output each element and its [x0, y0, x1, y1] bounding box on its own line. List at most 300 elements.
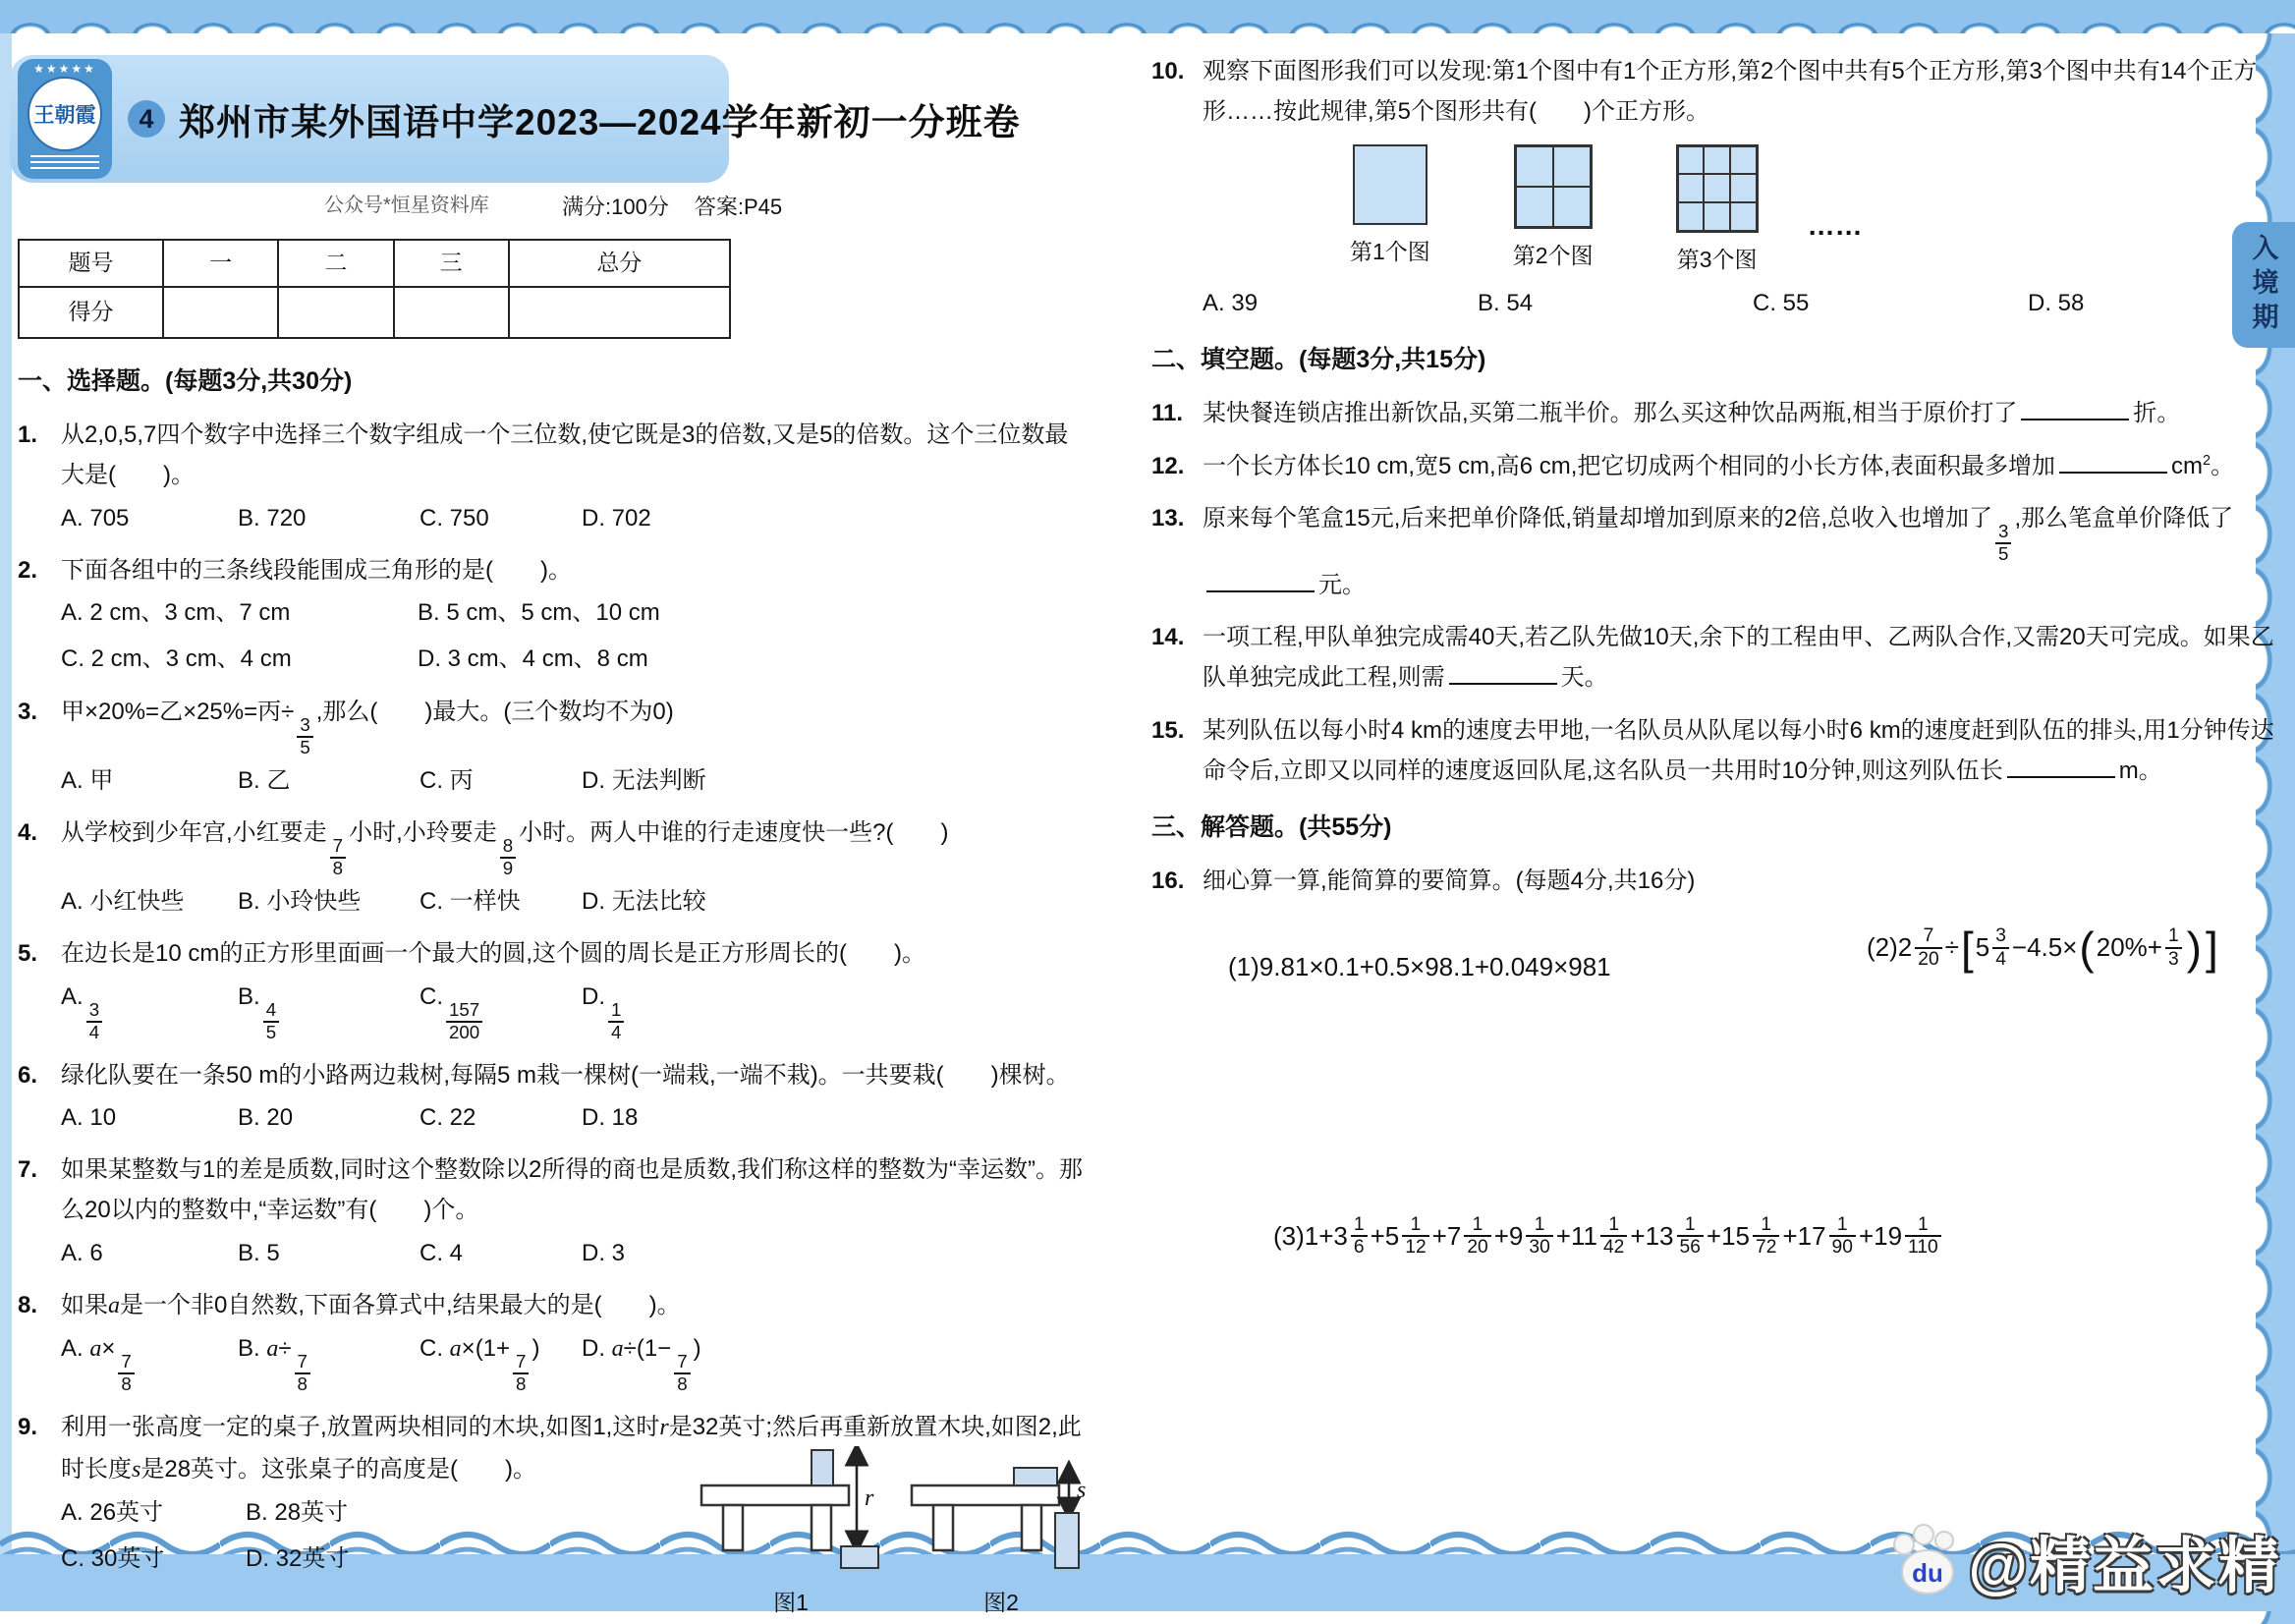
- score-table: [18, 239, 731, 339]
- page-border-left: [0, 20, 12, 1592]
- numerator: 3: [88, 998, 100, 1020]
- denominator: 56: [1677, 1235, 1704, 1259]
- question-number: 12.: [1151, 452, 1185, 479]
- question-text-end: 。: [2211, 452, 2235, 479]
- left-bracket: [: [1960, 922, 1974, 974]
- question-text-pre: 从学校到少年宫,小红要走: [61, 818, 327, 846]
- operator: −4.5×: [2011, 932, 2078, 963]
- question-15: [1151, 710, 2277, 792]
- answer-blank: [2007, 754, 2115, 778]
- options: [61, 592, 788, 680]
- fraction: [118, 1352, 134, 1395]
- numerator: 7: [297, 1351, 308, 1372]
- question-3: [18, 692, 1091, 801]
- option-letter: C.: [420, 1335, 443, 1363]
- answer-blank: [1449, 661, 1557, 686]
- variable-a: a: [449, 1336, 462, 1363]
- watermark: [1888, 1517, 2281, 1604]
- fraction: [1351, 1214, 1368, 1259]
- grid-cell: [1553, 187, 1591, 227]
- fraction: [500, 836, 516, 879]
- right-column: [1151, 51, 2277, 1259]
- baidu-paw-icon: [1888, 1523, 1965, 1599]
- question-text: 是32英寸;然后再重新放置木块,如图2,此时长度: [61, 1414, 1082, 1483]
- operator: ×(1+: [461, 1335, 511, 1363]
- option-c: C. 750: [420, 504, 489, 532]
- question-text-pre: 原来每个笔盒15元,后来把单价降低,销量却增加到原来的2倍,总收入也增加了: [1203, 504, 1993, 532]
- fraction: [295, 1352, 310, 1395]
- term-pre: +5: [1370, 1220, 1400, 1251]
- mixed-number: [1859, 1214, 1944, 1259]
- score-cell-empty: [509, 287, 730, 338]
- label-r: r: [865, 1485, 874, 1512]
- question-text-post: 元。: [1318, 571, 1366, 598]
- mixed-number: [1432, 1214, 1494, 1259]
- option-c: C. 一样快: [420, 887, 521, 915]
- section-1-title: 一、选择题。(每题3分,共30分): [18, 367, 353, 395]
- operator: ÷: [278, 1335, 292, 1363]
- question-number: 13.: [1151, 504, 1185, 532]
- numerator: 1: [1918, 1213, 1929, 1235]
- options: [61, 881, 788, 922]
- option-d: D. 702: [582, 504, 651, 532]
- question-number: 3.: [18, 698, 38, 725]
- question-text-pre: 甲×20%=乙×25%=丙÷: [61, 698, 295, 725]
- closing: ): [693, 1335, 701, 1363]
- grid-cell: [1704, 202, 1730, 231]
- option-c: [420, 1328, 582, 1395]
- grid-cell: [1516, 187, 1553, 227]
- label-s: s: [1077, 1478, 1087, 1504]
- option-a: A. 2 cm、3 cm、7 cm: [61, 599, 291, 627]
- option-d: D. 32英寸: [246, 1545, 350, 1573]
- answer-page-note: 答案:P45: [694, 195, 783, 219]
- mixed-number: [1976, 925, 2012, 970]
- grid-cell: [1730, 174, 1757, 202]
- denominator: 5: [1995, 542, 2011, 565]
- section-2-title: 二、填空题。(每题3分,共15分): [1151, 346, 1486, 374]
- variable-r: r: [659, 1415, 669, 1441]
- denominator: 72: [1753, 1235, 1779, 1259]
- options: [61, 760, 788, 801]
- option-c: C. 55: [1753, 290, 1810, 317]
- score-table-score-row: [19, 287, 730, 338]
- fraction: [86, 1000, 102, 1043]
- question-9-figures: [698, 1446, 1091, 1623]
- question-text-post: ,那么( )最大。(三个数均不为0): [315, 698, 674, 725]
- question-1: [18, 415, 1091, 538]
- operator: ×: [101, 1335, 116, 1363]
- option-c: C. 22: [420, 1103, 476, 1131]
- option-b: B. 5: [238, 1239, 280, 1266]
- question-number: 6.: [18, 1061, 38, 1089]
- figure-square-2: [1513, 144, 1594, 276]
- operator: ÷: [1944, 932, 1959, 963]
- fraction: [1995, 522, 2011, 565]
- formula-row: [1203, 912, 2277, 1039]
- numerator: 4: [265, 998, 277, 1020]
- question-number: 16.: [1151, 868, 1185, 895]
- denominator: 4: [608, 1021, 624, 1043]
- side-tab: 入境期: [2232, 222, 2295, 348]
- variable-a: a: [108, 1292, 120, 1318]
- ellipsis: ……: [1807, 210, 1863, 242]
- denominator: 8: [330, 857, 346, 879]
- formula-2: [1867, 922, 2220, 974]
- option-c: C. 2 cm、3 cm、4 cm: [61, 645, 292, 673]
- grid-cell: [1730, 202, 1757, 231]
- score-cell-empty: [394, 287, 509, 338]
- figure-square-1: [1350, 144, 1430, 272]
- figure-2-label: 图2: [983, 1590, 1019, 1616]
- question-10-figures: [1350, 144, 2277, 280]
- options: [61, 1097, 788, 1138]
- right-paren: ): [2186, 922, 2202, 974]
- term-pre: +9: [1493, 1220, 1524, 1251]
- numerator: 7: [1923, 925, 1934, 946]
- options: [61, 1328, 788, 1395]
- mixed-number: [1494, 1214, 1556, 1259]
- option-b: B. 乙: [238, 766, 291, 794]
- full-score-note: 满分:100分: [562, 195, 669, 219]
- question-11: [1151, 393, 2277, 433]
- question-number: 10.: [1151, 58, 1185, 84]
- closing: ): [532, 1335, 540, 1363]
- options: [1203, 283, 2244, 323]
- question-text-post: m。: [2118, 757, 2162, 784]
- square-2x2: [1514, 144, 1593, 229]
- denominator: 8: [118, 1372, 134, 1395]
- options: [61, 1492, 513, 1580]
- operator: ÷(1−: [623, 1335, 672, 1363]
- options: [61, 498, 788, 538]
- numerator: 1: [2167, 925, 2179, 946]
- numerator: 1: [611, 998, 622, 1020]
- question-16: [1151, 861, 2277, 1258]
- option-a: A. 甲: [61, 766, 114, 794]
- question-number: 7.: [18, 1156, 38, 1184]
- option-b: [238, 977, 420, 1043]
- denominator: 4: [86, 1021, 102, 1043]
- option-b: B. 720: [238, 504, 307, 532]
- wechat-caption: 公众号*恒星资料库: [324, 195, 489, 216]
- denominator: 6: [1351, 1235, 1368, 1259]
- fraction: [513, 1352, 529, 1395]
- denominator: 30: [1526, 1235, 1552, 1259]
- fraction: [1526, 1214, 1552, 1259]
- question-12: [1151, 446, 2277, 486]
- numerator: 8: [502, 835, 514, 857]
- question-number: 15.: [1151, 716, 1185, 744]
- mixed-number: [1782, 1214, 1859, 1259]
- grid-cell: [1730, 146, 1757, 175]
- fraction: [297, 715, 312, 758]
- figure-2: [908, 1446, 1094, 1623]
- variable-a: a: [266, 1336, 279, 1363]
- numerator: 1: [1836, 1213, 1848, 1235]
- option-c: C. 30英寸: [61, 1545, 165, 1573]
- fraction: [263, 1000, 279, 1043]
- question-number: 14.: [1151, 624, 1185, 651]
- option-a: A. 10: [61, 1103, 117, 1131]
- variable-a: a: [89, 1336, 102, 1363]
- mixed-number: [1318, 1214, 1370, 1259]
- term-pre: +19: [1858, 1220, 1903, 1251]
- option-d: D. 3: [582, 1239, 626, 1266]
- option-d: D. 无法比较: [582, 887, 706, 915]
- option-letter: B.: [238, 982, 260, 1010]
- question-5: [18, 933, 1091, 1042]
- brand-logo: [18, 59, 112, 179]
- percent-term: 20%+: [2096, 932, 2162, 963]
- question-text-post: 是一个非0自然数,下面各算式中,结果最大的是( )。: [120, 1291, 681, 1318]
- term-pre: +15: [1706, 1220, 1751, 1251]
- grid-cell: [1553, 146, 1591, 187]
- denominator: 110: [1905, 1235, 1941, 1259]
- grid-cell: [1678, 146, 1705, 175]
- option-a: A. 705: [61, 504, 130, 532]
- question-14: [1151, 617, 2277, 699]
- numerator: 3: [300, 713, 310, 735]
- option-a: A. 26英寸: [61, 1498, 164, 1526]
- question-13: [1151, 498, 2277, 605]
- question-text-mid: ,那么笔盒单价降低了: [2014, 504, 2234, 532]
- mixed-number: [1898, 925, 1945, 970]
- option-b: B. 54: [1478, 290, 1534, 317]
- option-d: [582, 977, 788, 1043]
- question-8: [18, 1285, 1091, 1395]
- answer-blank: [2059, 449, 2167, 474]
- question-text-pre: 如果: [61, 1291, 108, 1318]
- denominator: 5: [297, 736, 312, 758]
- score-cell-empty: [163, 287, 278, 338]
- wood-block-vertical: [812, 1450, 833, 1485]
- denominator: 42: [1600, 1235, 1627, 1259]
- mixed-number: [1556, 1214, 1631, 1259]
- question-9: [18, 1407, 1091, 1618]
- figure-1-label: 图1: [773, 1590, 809, 1616]
- option-c: [420, 977, 582, 1043]
- question-text: 绿化队要在一条50 m的小路两边栽树,每隔5 m栽一棵树(一端栽,一端不栽)。一共要栽( )棵树。: [61, 1061, 1070, 1089]
- question-text-pre: 某快餐连锁店推出新饮品,买第二瓶半价。那么买这种饮品两瓶,相当于原价打了: [1203, 400, 2018, 427]
- term-pre: +3: [1318, 1220, 1348, 1251]
- fraction: [1905, 1214, 1941, 1259]
- left-column: [18, 239, 1091, 1618]
- option-b: B. 28英寸: [246, 1498, 349, 1526]
- option-a: A. 小红快些: [61, 887, 185, 915]
- score-table-header-cell: 总分: [509, 240, 730, 287]
- variable-a: a: [611, 1336, 624, 1363]
- numerator: 1: [1410, 1213, 1422, 1235]
- mixed-number: [1630, 1214, 1707, 1259]
- formula-label: (2): [1867, 932, 1898, 963]
- denominator: 3: [2165, 947, 2182, 971]
- question-text: 利用一张高度一定的桌子,放置两块相同的木块,如图1,这时: [61, 1414, 660, 1441]
- square-3x3: [1676, 144, 1759, 233]
- baidu-du-text: du: [1911, 1557, 1943, 1588]
- wood-block-horizontal: [841, 1546, 878, 1568]
- question-number: 8.: [18, 1291, 38, 1318]
- logo-text: 王朝霞: [33, 103, 96, 127]
- wood-block-horizontal: [1014, 1468, 1057, 1485]
- fraction: [446, 1000, 482, 1043]
- paper-notes: [562, 191, 782, 221]
- score-cell-empty: [278, 287, 393, 338]
- term-pre: +13: [1630, 1220, 1674, 1251]
- unit: cm: [2171, 452, 2204, 479]
- term-pre: +17: [1782, 1220, 1826, 1251]
- denominator: 5: [263, 1021, 279, 1043]
- question-10: [1151, 51, 2277, 323]
- option-a: [61, 977, 238, 1043]
- option-a: A. 6: [61, 1239, 103, 1266]
- table-diagram-1: [698, 1446, 884, 1576]
- score-table-header-cell: 一: [163, 240, 278, 287]
- question-text: 观察下面图形我们可以发现:第1个图中有1个正方形,第2个图中共有5个正方形,第3个图中共有14个正方形……按此规律,第5个图形共有( )个正方形。: [1203, 58, 2258, 126]
- figure-label: 第1个图: [1350, 238, 1430, 264]
- wood-block-vertical: [1055, 1513, 1079, 1568]
- question-2: [18, 550, 1091, 680]
- grid-cell: [1704, 174, 1730, 202]
- section-3-title: 三、解答题。(共55分): [1151, 813, 1392, 842]
- denominator: 20: [1464, 1235, 1490, 1259]
- question-4: [18, 812, 1091, 922]
- question-text: 从2,0,5,7四个数字中选择三个数字组成一个三位数,使它既是3的倍数,又是5的倍数。这个三位数最大是( )。: [61, 421, 1069, 489]
- fraction: [1915, 925, 1941, 970]
- question-text-pre: 一项工程,甲队单独完成需40天,若乙队先做10天,余下的工程由甲、乙两队合作,又需20天可完成。如果乙队单独完成此工程,则需: [1203, 624, 2274, 692]
- logo-stars-icon: ★★★★★: [33, 62, 96, 76]
- numerator: 1: [1761, 1213, 1772, 1235]
- fraction: [608, 1000, 624, 1043]
- variable-s: s: [132, 1456, 141, 1483]
- option-a: [61, 1328, 238, 1395]
- numerator: 7: [121, 1351, 132, 1372]
- numerator: 7: [516, 1351, 527, 1372]
- option-letter: C.: [420, 982, 443, 1010]
- term-pre: +11: [1555, 1220, 1597, 1251]
- figure-square-3: [1676, 144, 1759, 280]
- option-letter: A.: [61, 982, 84, 1010]
- fraction: [1402, 1214, 1428, 1259]
- denominator: 20: [1915, 947, 1941, 971]
- question-text-post: 折。: [2133, 400, 2181, 427]
- question-text: 细心算一算,能简算的要简算。(每题4分,共16分): [1203, 868, 1696, 895]
- score-label-cell: 得分: [19, 287, 163, 338]
- fraction: [1600, 1214, 1627, 1259]
- page-border-top: [0, 0, 2295, 33]
- question-text-pre: 某列队伍以每小时4 km的速度去甲地,一名队员从队尾以每小时6 km的速度赶到队伍的排头,用1分钟传达命令后,立即又以同样的速度返回队尾,这名队员一共用时10分钟,则这列队伍长: [1203, 716, 2274, 784]
- numerator: 7: [677, 1351, 688, 1372]
- score-table-header-cell: 二: [278, 240, 393, 287]
- question-text: 如果某整数与1的差是质数,同时这个整数除以2所得的商也是质数,我们称这样的整数为“幸运数”。那么20以内的整数中,“幸运数”有( )个。: [61, 1156, 1084, 1224]
- numerator: 1: [1472, 1213, 1483, 1235]
- question-text-post: 小时。两人中谁的行走速度快一些?( ): [519, 818, 949, 846]
- formula-1: [1228, 945, 1611, 989]
- denominator: 12: [1402, 1235, 1428, 1259]
- question-text: 是28英寸。这张桌子的高度是( )。: [140, 1455, 537, 1483]
- paper-title: 郑州市某外国语中学2023—2024学年新初一分班卷: [179, 102, 1021, 142]
- denominator: 8: [513, 1372, 529, 1395]
- question-number: 4.: [18, 818, 38, 846]
- grid-cell: [1678, 202, 1705, 231]
- denominator: 90: [1829, 1235, 1856, 1259]
- option-d: D. 58: [2028, 290, 2085, 317]
- option-d: D. 18: [582, 1103, 639, 1131]
- header-bar: [10, 55, 1021, 183]
- right-bracket: ]: [2206, 922, 2218, 974]
- denominator: 9: [500, 857, 516, 879]
- score-table-header-cell: 三: [394, 240, 509, 287]
- question-text-pre: 一个长方体长10 cm,宽5 cm,高6 cm,把它切成两个相同的小长方体,表面积最多增加: [1203, 452, 2056, 479]
- grid-cell: [1678, 174, 1705, 202]
- term-pre: +7: [1431, 1220, 1462, 1251]
- paper-number-badge: 4: [128, 100, 165, 138]
- expression: 9.81×0.1+0.5×98.1+0.049×981: [1259, 951, 1611, 981]
- logo-circle: [28, 77, 102, 151]
- fraction: [2165, 925, 2182, 970]
- options: [61, 1233, 788, 1273]
- figure-label: 第3个图: [1676, 246, 1758, 272]
- question-text: 下面各组中的三条线段能围成三角形的是( )。: [61, 556, 572, 584]
- fraction: [1677, 1214, 1704, 1259]
- denominator: 8: [295, 1372, 310, 1395]
- mixed-number: [1371, 1214, 1432, 1259]
- numerator: 3: [1998, 521, 2009, 542]
- watermark-text: @精益求精: [1968, 1533, 2281, 1600]
- question-number: 11.: [1151, 400, 1184, 427]
- numerator: 3: [1995, 925, 2006, 946]
- option-letter: D.: [582, 1335, 605, 1363]
- option-letter: B.: [238, 1335, 260, 1363]
- question-text-post: 天。: [1560, 664, 1608, 692]
- fraction: [330, 836, 346, 879]
- logo-waves-icon: [30, 155, 99, 171]
- formula-label: (1): [1228, 951, 1259, 981]
- options: [61, 977, 788, 1043]
- grid-cell: [1704, 146, 1730, 175]
- option-b: B. 20: [238, 1103, 294, 1131]
- option-b: [238, 1328, 420, 1395]
- left-paren: (: [2079, 922, 2095, 974]
- score-table-header-cell: 题号: [19, 240, 163, 287]
- grid-cell: [1516, 146, 1553, 187]
- numerator: 157: [449, 998, 480, 1020]
- option-c: C. 丙: [420, 766, 474, 794]
- first-term: 1: [1304, 1220, 1319, 1251]
- figure-label: 第2个图: [1512, 242, 1594, 268]
- question-number: 1.: [18, 421, 38, 448]
- answer-blank: [1206, 568, 1315, 592]
- numerator: 1: [1534, 1213, 1545, 1235]
- numerator: 7: [332, 835, 344, 857]
- fraction: [1753, 1214, 1779, 1259]
- numerator: 1: [1608, 1213, 1620, 1235]
- option-letter: D.: [582, 982, 605, 1010]
- denominator: 8: [674, 1372, 690, 1395]
- denominator: 4: [1992, 947, 2009, 971]
- numerator: 1: [1353, 1213, 1365, 1235]
- mixed-number: [1707, 1214, 1783, 1259]
- whole: 2: [1897, 932, 1913, 963]
- fraction: [1829, 1214, 1856, 1259]
- question-text-mid: 小时,小玲要走: [349, 818, 497, 846]
- score-table-header-row: [19, 240, 730, 287]
- fraction: [1464, 1214, 1490, 1259]
- answer-blank: [2021, 397, 2129, 421]
- question-7: [18, 1149, 1091, 1273]
- formula-label: (3): [1273, 1220, 1305, 1251]
- fraction: [1992, 925, 2009, 970]
